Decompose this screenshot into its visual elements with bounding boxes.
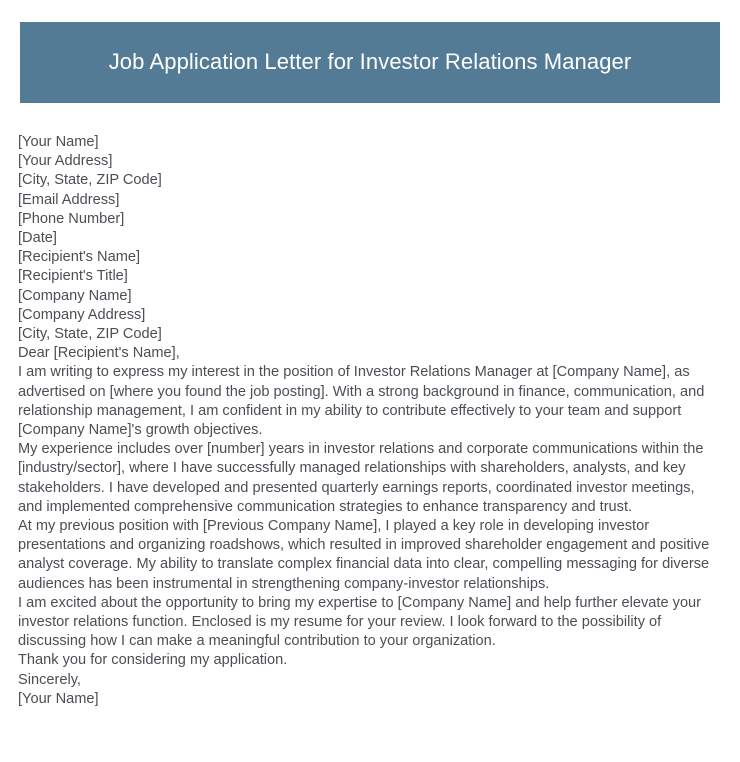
sender-line-date: [Date] [18,230,57,247]
recipient-line-address: [Company Address] [18,306,146,323]
letter-body [18,133,722,709]
recipient-line-name: [Recipient's Name] [18,249,141,266]
body-paragraph-2: My experience includes over [number] years in investor relations and corporate communications within the [industry/sector], where I have successfully managed relationships with shareholders, analysts, and key stakeholders. I have developed and presented quarterly earnings reports, coordinated investor meetings, and implemented comprehensive communication strategies to enhance transparency and trust. [18,441,704,515]
signature-name: [Your Name] [18,690,99,707]
sender-line-name: [Your Name] [18,134,99,150]
body-paragraph-5: Thank you for considering my application. [18,652,288,669]
recipient-line-city-state: [City, State, ZIP Code] [18,326,162,343]
body-paragraph-3: At my previous position with [Previous Company Name], I played a key role in developing investor presentations and organizing roadshows, which resulted in improved shareholder engagement and positive analyst coverage. My ability to translate complex financial data into clear, compelling messaging for diverse audiences has been instrumental in strengthening company-investor relationships. [18,518,710,592]
recipient-line-title: [Recipient's Title] [18,268,128,285]
recipient-line-company: [Company Name] [18,287,132,304]
document-header-banner [20,22,720,103]
salutation: Dear [Recipient's Name], [18,345,180,362]
sender-address-block [18,133,722,248]
sender-line-address: [Your Address] [18,153,113,170]
sender-line-phone: [Phone Number] [18,210,125,227]
page-title: Job Application Letter for Investor Relations Manager [108,49,632,75]
body-paragraph-4: I am excited about the opportunity to bring my expertise to [Company Name] and help further elevate your investor relations function. Enclosed is my resume for your review. I look forward to the possibility of discussing how I can make a meaningful contribution to your organization. [18,594,702,650]
recipient-address-block [18,248,722,344]
sender-line-email: [Email Address] [18,191,120,208]
body-paragraph-1: I am writing to express my interest in the position of Investor Relations Manager at [Company Name], as advertised on [where you found the job posting]. With a strong background in finance, communication, and relationship management, I am confident in my ability to contribute effectively to your team and support [Company Name]'s growth objectives. [18,364,705,439]
closing-salutation: Sincerely, [18,671,81,688]
sender-line-city-state: [City, State, ZIP Code] [18,172,162,189]
